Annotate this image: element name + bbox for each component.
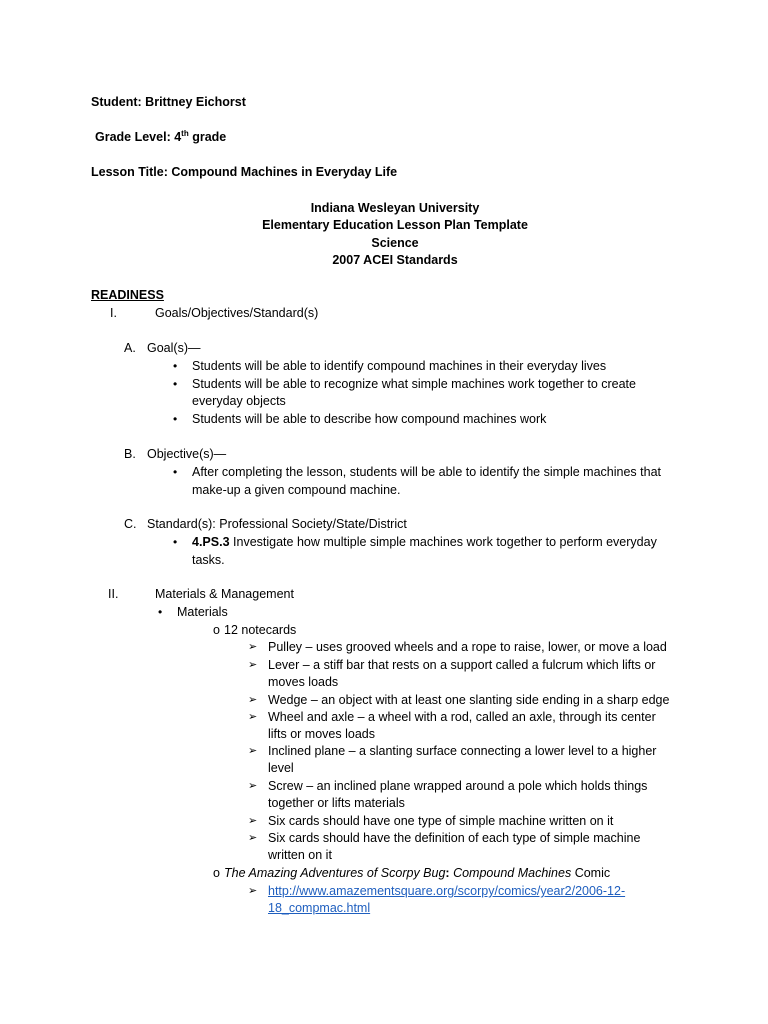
goal-label-letter: A.: [124, 341, 136, 355]
student-line: Student: Brittney Eichorst: [91, 95, 246, 109]
notecard-item: Six cards should have the definition of each type of simple machine: [268, 831, 641, 845]
objective-item-continued: make-up a given compound machine.: [192, 483, 401, 497]
notecard-item-continued: lifts or moves loads: [268, 727, 375, 741]
arrow-bullet-icon: ➢: [248, 885, 258, 897]
goal-heading: Goal(s)—: [147, 341, 201, 355]
section-2-number: II.: [108, 587, 119, 601]
bullet-icon: •: [173, 359, 178, 373]
student-name: Brittney Eichorst: [145, 95, 246, 109]
arrow-bullet-icon: ➢: [248, 780, 258, 792]
bullet-icon: •: [173, 465, 178, 479]
grade-level-line: Grade Level: 4th grade: [95, 128, 227, 144]
goal-item: Students will be able to describe how compound machines work: [192, 412, 547, 426]
arrow-bullet-icon: ➢: [248, 711, 258, 723]
notecard-item-continued: written on it: [268, 848, 332, 862]
sub-bullet-icon: o: [213, 866, 220, 880]
standard-heading: Standard(s): Professional Society/State/District: [147, 517, 407, 531]
notecards-label: 12 notecards: [224, 623, 297, 637]
goal-item: Students will be able to recognize what simple machines work together to create: [192, 377, 636, 391]
notecard-item: Pulley – uses grooved wheels and a rope to raise, lower, or move a load: [268, 640, 667, 654]
readiness-heading: READINESS: [91, 288, 164, 302]
notecard-item: Screw – an inclined plane wrapped around a pole which holds things: [268, 779, 648, 793]
objective-label-letter: B.: [124, 447, 136, 461]
standard-item-continued: tasks.: [192, 553, 225, 567]
section-2-title: Materials & Management: [155, 587, 294, 601]
standard-code: 4.PS.3: [192, 535, 230, 549]
standard-label-letter: C.: [124, 517, 137, 531]
objective-heading: Objective(s)—: [147, 447, 227, 461]
arrow-bullet-icon: ➢: [248, 659, 258, 671]
standard-item: 4.PS.3 Investigate how multiple simple machines work together to perform everyday: [192, 535, 657, 549]
section-1-number: I.: [110, 306, 117, 320]
lesson-title-line: Lesson Title: Compound Machines in Everyday Life: [91, 165, 398, 179]
notecard-item-continued: moves loads: [268, 675, 339, 689]
bullet-icon: •: [173, 377, 178, 391]
standards-title: 2007 ACEI Standards: [332, 253, 458, 267]
notecard-item: Wedge – an object with at least one slanting side ending in a sharp edge: [268, 693, 670, 707]
notecard-item-continued: level: [268, 761, 294, 775]
notecard-item-continued: together or lifts materials: [268, 796, 405, 810]
university-name: Indiana Wesleyan University: [310, 201, 480, 215]
comic-link-continued[interactable]: 18_compmac.html: [268, 901, 371, 915]
comic-title: The Amazing Adventures of Scorpy Bug: [224, 866, 446, 880]
materials-label: Materials: [177, 605, 228, 619]
goal-item-continued: everyday objects: [192, 394, 286, 408]
bullet-icon: •: [173, 535, 178, 549]
arrow-bullet-icon: ➢: [248, 832, 258, 844]
section-1-title: Goals/Objectives/Standard(s): [155, 306, 319, 320]
arrow-bullet-icon: ➢: [248, 745, 258, 757]
notecard-item: Six cards should have one type of simple machine written on it: [268, 814, 614, 828]
arrow-bullet-icon: ➢: [248, 694, 258, 706]
objective-item: After completing the lesson, students will be able to identify the simple machines that: [192, 465, 662, 479]
arrow-bullet-icon: ➢: [248, 815, 258, 827]
notecard-item: Wheel and axle – a wheel with a rod, called an axle, through its center: [268, 710, 656, 724]
sub-bullet-icon: o: [213, 623, 220, 637]
comic-title-line: The Amazing Adventures of Scorpy Bug: Compound Machines Comic: [224, 866, 611, 880]
comic-link[interactable]: http://www.amazementsquare.org/scorpy/comics/year2/2006-12-: [268, 884, 626, 898]
bullet-icon: •: [173, 412, 178, 426]
notecard-item: Inclined plane – a slanting surface connecting a lower level to a higher: [268, 744, 657, 758]
subject-title: Science: [371, 236, 419, 250]
template-title: Elementary Education Lesson Plan Template: [262, 218, 528, 232]
arrow-bullet-icon: ➢: [248, 641, 258, 653]
lesson-title: Compound Machines in Everyday Life: [171, 165, 398, 179]
notecard-item: Lever – a stiff bar that rests on a support called a fulcrum which lifts or: [268, 658, 656, 672]
bullet-icon: •: [158, 605, 163, 619]
comic-subtitle: Compound Machines: [453, 866, 572, 880]
goal-item: Students will be able to identify compound machines in their everyday lives: [192, 359, 607, 373]
